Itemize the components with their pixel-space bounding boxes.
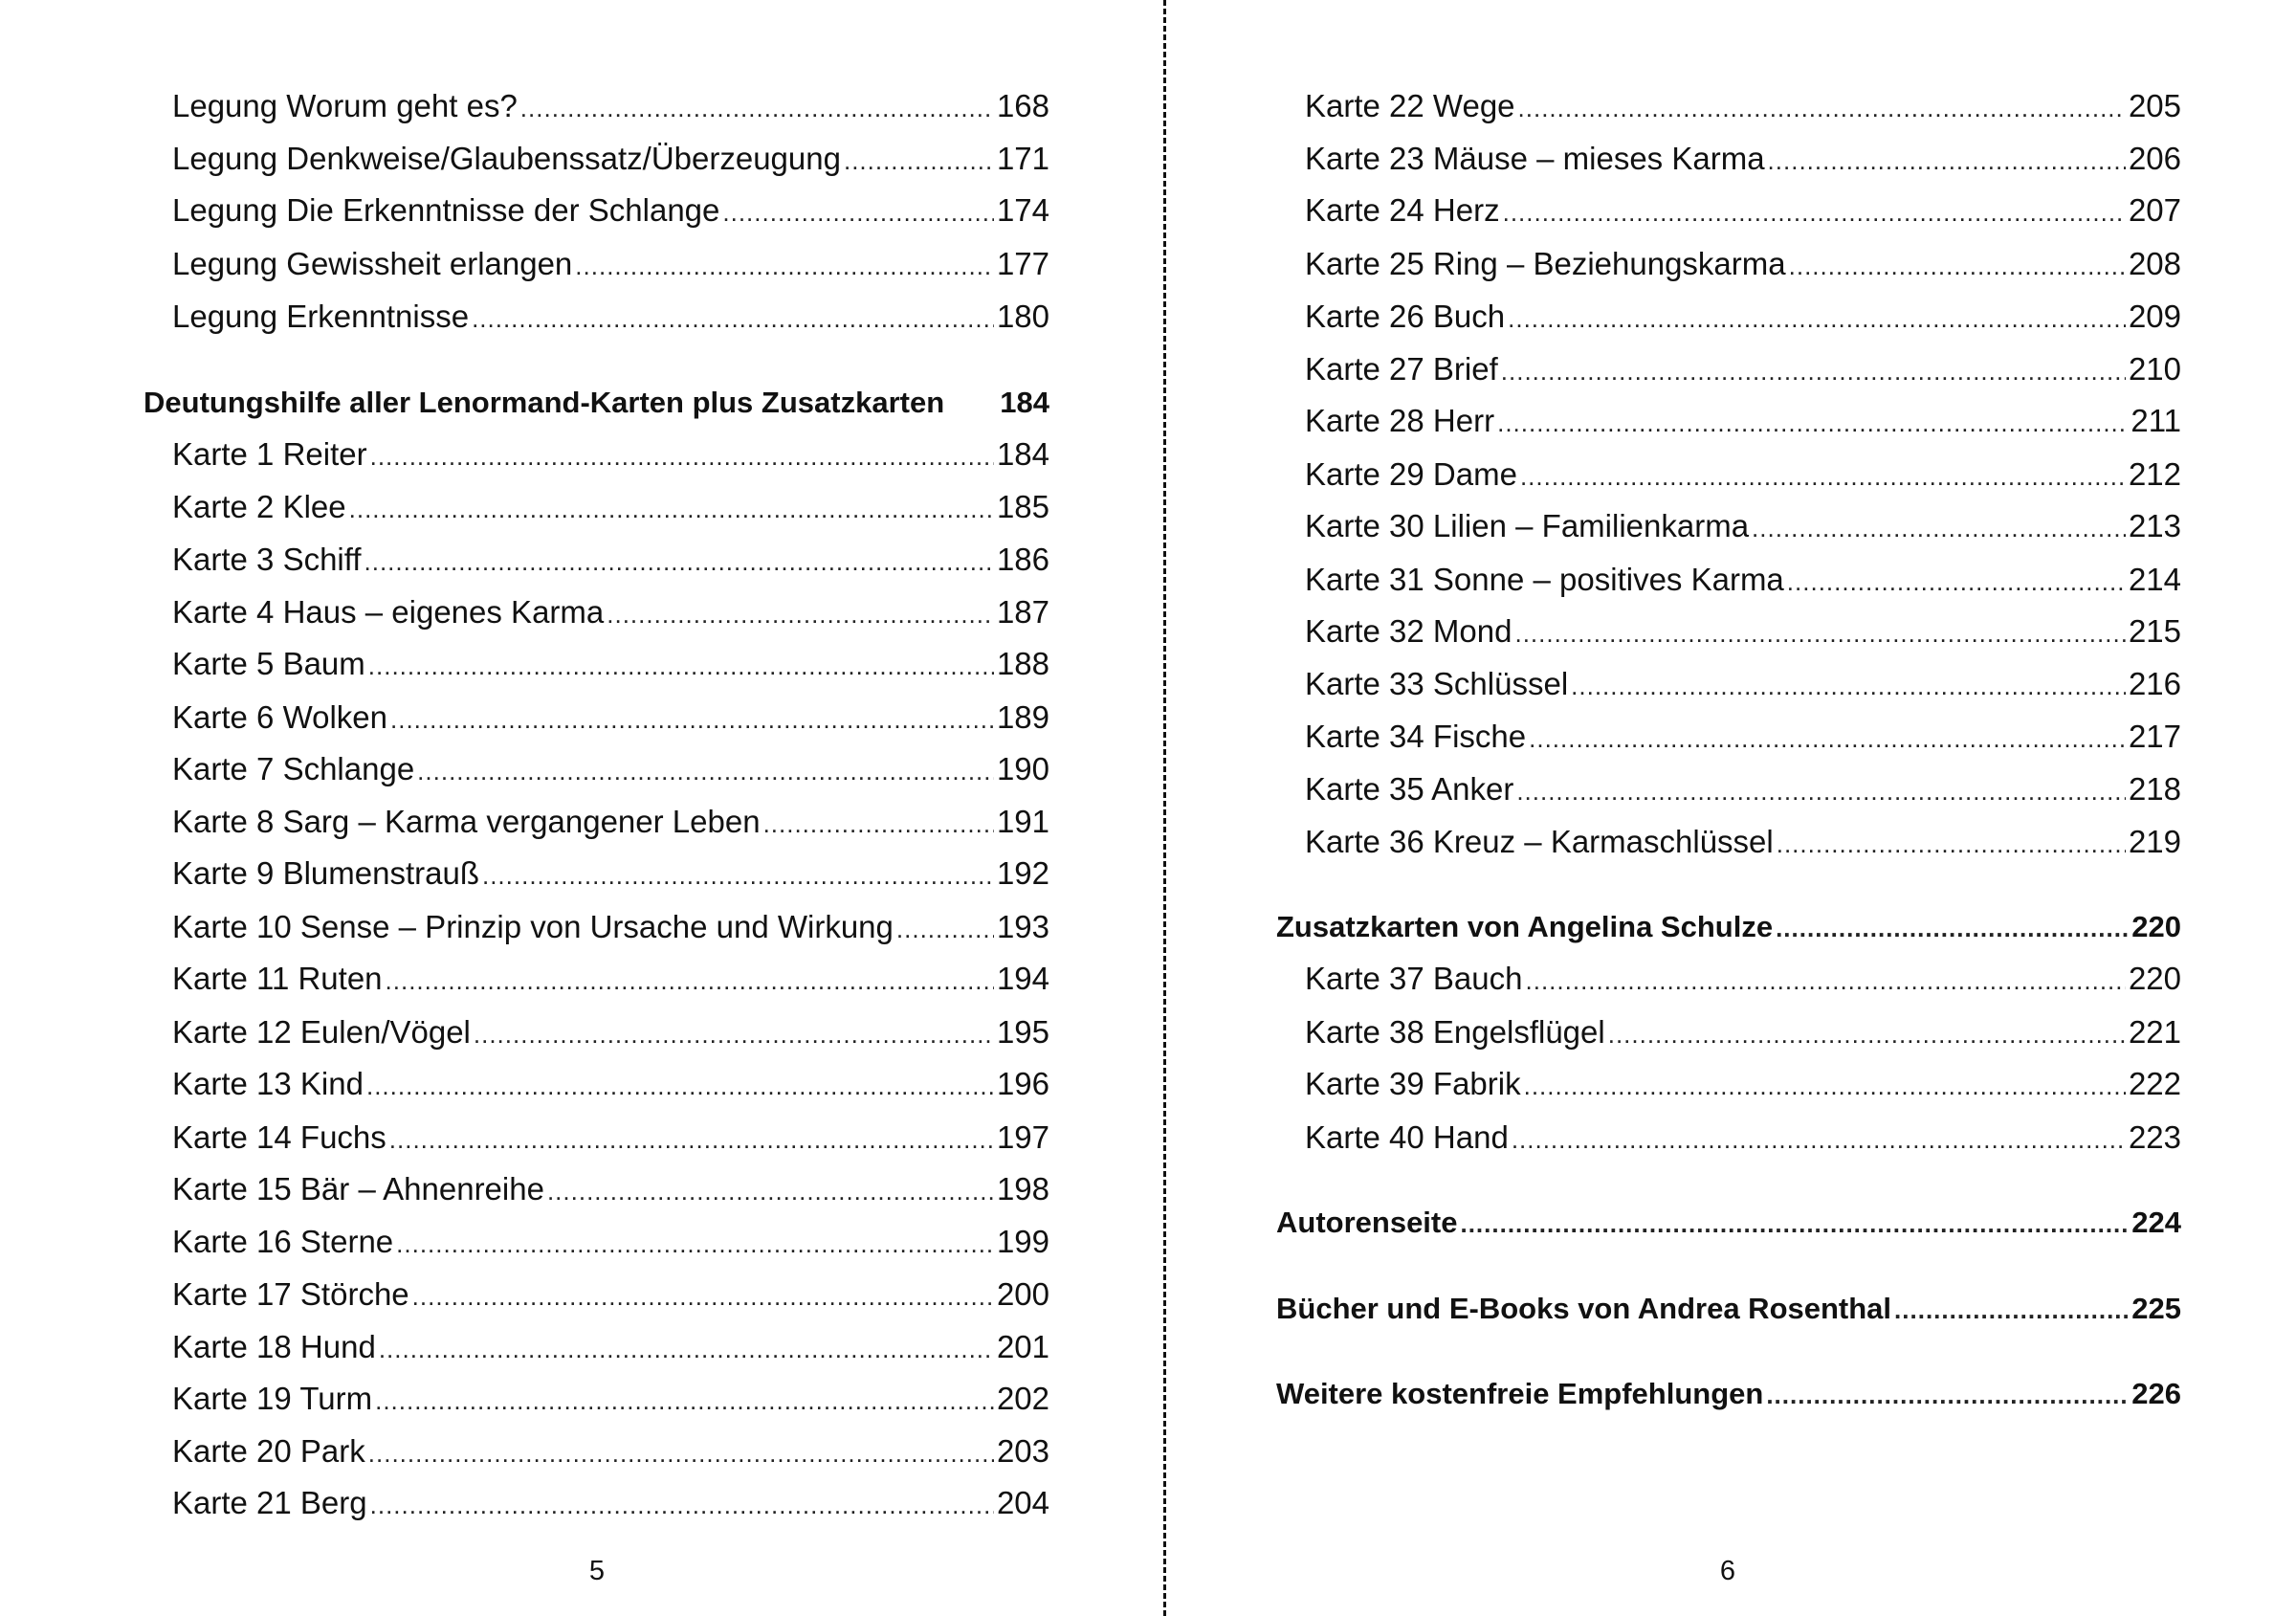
dot-leader: [1512, 1118, 2126, 1162]
toc-entry-title: Karte 21 Berg: [172, 1485, 367, 1520]
toc-entry-title: Autorenseite: [1276, 1206, 1458, 1239]
toc-entry-page-number: 192: [996, 855, 1049, 891]
toc-entry-title: Legung Die Erkenntnisse der Schlange: [172, 192, 720, 228]
toc-entry[interactable]: [172, 642, 1049, 686]
dot-leader: [1529, 717, 2126, 761]
toc-entry-title: Karte 30 Lilien – Familienkarma: [1305, 508, 1750, 543]
toc-entry-title: Karte 8 Sarg – Karma vergangener Leben: [172, 804, 761, 839]
dot-leader: [482, 853, 994, 897]
toc-entry[interactable]: [172, 1220, 1049, 1264]
toc-entry-page-number: 196: [996, 1066, 1049, 1101]
toc-entry-title: Karte 22 Wege: [1305, 88, 1515, 123]
dot-leader: [390, 697, 994, 742]
toc-entry-page-number: 211: [2130, 403, 2181, 438]
dot-leader: [844, 139, 994, 183]
toc-entry-page-number: 184: [996, 436, 1049, 472]
toc-entry[interactable]: [1305, 715, 2181, 759]
toc-entry[interactable]: [172, 485, 1049, 529]
toc-entry-page-number: 180: [996, 299, 1049, 334]
toc-entry[interactable]: [172, 137, 1049, 181]
dot-leader: [472, 297, 994, 341]
toc-entry[interactable]: [1305, 347, 2181, 391]
dot-leader: [1501, 349, 2126, 393]
toc-entry-title: Karte 33 Schlüssel: [1305, 666, 1569, 701]
toc-entry-title: Karte 1 Reiter: [172, 436, 367, 472]
dot-leader: [1460, 1202, 2129, 1246]
dot-leader: [1608, 1012, 2126, 1056]
toc-entry[interactable]: [172, 1010, 1049, 1054]
toc-page-right: [1169, 0, 2296, 1616]
toc-entry[interactable]: [172, 800, 1049, 844]
dot-leader: [1524, 1064, 2126, 1108]
toc-entry-page-number: 216: [2128, 666, 2181, 701]
dot-leader: [474, 1012, 994, 1056]
toc-entry-title: Karte 13 Kind: [172, 1066, 364, 1101]
toc-section-heading[interactable]: [1276, 905, 2181, 949]
toc-entry-title: Deutungshilfe aller Lenormand-Karten plus Zusatzkarten: [144, 386, 945, 419]
dot-leader: [1497, 401, 2128, 445]
toc-entry-title: Karte 15 Bär – Ahnenreihe: [172, 1171, 544, 1206]
toc-entry-title: Karte 37 Bauch: [1305, 961, 1523, 996]
toc-entry-page-number: 201: [996, 1329, 1049, 1364]
toc-entry[interactable]: [1305, 767, 2181, 811]
toc-entry[interactable]: [172, 1116, 1049, 1160]
toc-entry-page-number: 202: [996, 1381, 1049, 1416]
page-divider-dashed: [1163, 0, 1166, 1616]
toc-entry-title: Karte 31 Sonne – positives Karma: [1305, 562, 1784, 597]
dot-leader: [366, 1064, 994, 1108]
toc-entry[interactable]: [172, 432, 1049, 476]
dot-leader: [896, 907, 994, 951]
dot-leader: [379, 1327, 994, 1371]
toc-entry-page-number: 190: [996, 751, 1049, 786]
toc-entry[interactable]: [1305, 609, 2181, 653]
dot-leader: [1787, 560, 2126, 604]
toc-entry-title: Karte 35 Anker: [1305, 771, 1514, 807]
dot-leader: [722, 190, 994, 234]
toc-entry[interactable]: [172, 1273, 1049, 1317]
toc-entry[interactable]: [172, 1377, 1049, 1421]
toc-entry[interactable]: [1305, 1116, 2181, 1160]
toc-entry-page-number: 188: [996, 646, 1049, 681]
dot-leader: [370, 1483, 994, 1527]
toc-entry-page-number: 212: [2128, 456, 2181, 492]
dot-leader: [417, 749, 994, 793]
toc-entry-page-number: 218: [2128, 771, 2181, 807]
toc-entry-title: Legung Worum geht es?: [172, 88, 518, 123]
toc-entry-title: Karte 27 Brief: [1305, 351, 1498, 387]
toc-entry-title: Karte 7 Schlange: [172, 751, 415, 786]
toc-entry[interactable]: [172, 1062, 1049, 1106]
dot-leader: [386, 959, 994, 1003]
toc-entry-title: Karte 38 Engelsflügel: [1305, 1014, 1605, 1050]
toc-entry[interactable]: [1305, 1062, 2181, 1106]
toc-entry[interactable]: [1305, 295, 2181, 339]
dot-leader: [1777, 822, 2126, 866]
toc-entry-title: Karte 17 Störche: [172, 1276, 409, 1312]
toc-entry[interactable]: [172, 905, 1049, 949]
toc-entry-page-number: 225: [2131, 1292, 2181, 1325]
dot-leader: [1520, 454, 2126, 498]
toc-entry-page-number: 221: [2128, 1014, 2181, 1050]
toc-entry-title: Karte 28 Herr: [1305, 403, 1495, 438]
dot-leader: [607, 592, 994, 636]
toc-entry-page-number: 215: [2128, 613, 2181, 649]
toc-entry-page-number: 203: [996, 1433, 1049, 1469]
dot-leader: [1766, 1373, 2129, 1417]
toc-entry-title: Weitere kostenfreie Empfehlungen: [1276, 1377, 1764, 1410]
toc-entry-page-number: 186: [996, 542, 1049, 577]
toc-entry-page-number: 226: [2131, 1377, 2181, 1410]
toc-entry[interactable]: [172, 1167, 1049, 1211]
toc-entry-title: Karte 4 Haus – eigenes Karma: [172, 594, 605, 630]
dot-leader: [1516, 769, 2126, 813]
toc-entry-page-number: 222: [2128, 1066, 2181, 1101]
dot-leader: [1752, 506, 2126, 550]
dot-leader: [412, 1274, 994, 1318]
dot-leader: [1514, 611, 2125, 655]
toc-entry[interactable]: [172, 538, 1049, 582]
toc-entry-page-number: 208: [2128, 246, 2181, 281]
toc-entry-title: Zusatzkarten von Angelina Schulze: [1276, 910, 1774, 943]
toc-entry-page-number: 204: [996, 1485, 1049, 1520]
toc-entry-title: Karte 40 Hand: [1305, 1119, 1509, 1155]
toc-entry-title: Karte 2 Klee: [172, 489, 346, 524]
toc-entry-title: Karte 11 Ruten: [172, 961, 383, 996]
toc-entry[interactable]: [172, 747, 1049, 791]
toc-entry-page-number: 209: [2128, 299, 2181, 334]
toc-entry-page-number: 205: [2128, 88, 2181, 123]
toc-entry-page-number: 219: [2128, 824, 2181, 859]
toc-entry[interactable]: [1305, 504, 2181, 548]
toc-entry-page-number: 171: [996, 141, 1049, 176]
dot-leader: [349, 487, 994, 531]
toc-entry-title: Karte 24 Herz: [1305, 192, 1500, 228]
toc-entry-title: Karte 12 Eulen/Vögel: [172, 1014, 471, 1050]
dot-leader: [1508, 297, 2126, 341]
toc-entry-page-number: 214: [2128, 562, 2181, 597]
toc-entry[interactable]: [172, 1481, 1049, 1525]
toc-entry[interactable]: [1305, 957, 2181, 1001]
dot-leader: [389, 1118, 994, 1162]
dot-leader: [1768, 139, 2126, 183]
toc-entry-title: Karte 16 Sterne: [172, 1224, 394, 1259]
toc-entry-title: Karte 32 Mond: [1305, 613, 1512, 649]
toc-entry-page-number: 198: [996, 1171, 1049, 1206]
toc-section-heading[interactable]: [1276, 1287, 2181, 1331]
dot-leader: [368, 1431, 994, 1475]
toc-entry[interactable]: [172, 590, 1049, 634]
toc-entry[interactable]: [172, 852, 1049, 896]
toc-entry-title: Karte 14 Fuchs: [172, 1119, 386, 1155]
toc-entry-page-number: 168: [996, 88, 1049, 123]
toc-entry[interactable]: [172, 1325, 1049, 1369]
dot-leader: [1526, 959, 2126, 1003]
toc-entry-page-number: 206: [2128, 141, 2181, 176]
toc-entry-page-number: 195: [996, 1014, 1049, 1050]
toc-entry-page-number: 197: [996, 1119, 1049, 1155]
dot-leader: [375, 1379, 994, 1423]
toc-entry-page-number: 207: [2128, 192, 2181, 228]
dot-leader: [1518, 86, 2126, 130]
toc-entry-page-number: 185: [996, 489, 1049, 524]
toc-entry-page-number: 213: [2128, 508, 2181, 543]
dot-leader: [1503, 190, 2126, 234]
toc-entry-title: Bücher und E-Books von Andrea Rosenthal: [1276, 1292, 1892, 1325]
toc-entry[interactable]: [172, 295, 1049, 339]
toc-section-heading[interactable]: [144, 381, 1049, 425]
toc-entry-page-number: 220: [2131, 910, 2181, 943]
toc-entry-title: Karte 36 Kreuz – Karmaschlüssel: [1305, 824, 1774, 859]
dot-leader: [575, 244, 994, 288]
dot-leader: [763, 802, 994, 846]
toc-entry[interactable]: [1305, 84, 2181, 128]
dot-leader: [520, 86, 994, 130]
toc-section-heading[interactable]: [1276, 1372, 2181, 1416]
toc-entry-page-number: 191: [996, 804, 1049, 839]
toc-entry-title: Karte 6 Wolken: [172, 699, 388, 735]
toc-entry-page-number: 189: [996, 699, 1049, 735]
toc-entry-page-number: 174: [996, 192, 1049, 228]
toc-entry-title: Karte 29 Dame: [1305, 456, 1517, 492]
toc-entry-title: Legung Gewissheit erlangen: [172, 246, 573, 281]
page-number: 5: [588, 1556, 606, 1586]
toc-entry-title: Karte 39 Fabrik: [1305, 1066, 1521, 1101]
toc-entry-page-number: 187: [996, 594, 1049, 630]
dot-leader: [370, 434, 994, 478]
toc-entry[interactable]: [172, 696, 1049, 740]
page-number: 6: [1719, 1556, 1736, 1586]
toc-entry-title: Karte 18 Hund: [172, 1329, 376, 1364]
toc-section-heading[interactable]: [1276, 1201, 2181, 1245]
toc-entry[interactable]: [1305, 558, 2181, 602]
toc-entry-title: Karte 25 Ring – Beziehungskarma: [1305, 246, 1786, 281]
toc-entry-title: Karte 26 Buch: [1305, 299, 1506, 334]
toc-entry-page-number: 223: [2128, 1119, 2181, 1155]
toc-entry[interactable]: [1305, 662, 2181, 706]
toc-entry[interactable]: [172, 957, 1049, 1001]
toc-entry[interactable]: [172, 188, 1049, 232]
dot-leader: [396, 1222, 994, 1266]
toc-entry-page-number: 200: [996, 1276, 1049, 1312]
toc-entry-page-number: 177: [996, 246, 1049, 281]
toc-entry-page-number: 194: [996, 961, 1049, 996]
toc-entry-title: Karte 23 Mäuse – mieses Karma: [1305, 141, 1765, 176]
toc-entry-page-number: 193: [996, 909, 1049, 944]
toc-entry-title: Karte 20 Park: [172, 1433, 365, 1469]
toc-entry[interactable]: [172, 84, 1049, 128]
toc-entry-title: Legung Erkenntnisse: [172, 299, 470, 334]
toc-entry[interactable]: [1305, 137, 2181, 181]
toc-entry-title: Karte 19 Turm: [172, 1381, 373, 1416]
dot-leader: [1776, 906, 2129, 950]
toc-entry[interactable]: [1305, 1010, 2181, 1054]
toc-entry[interactable]: [1305, 188, 2181, 232]
dot-leader: [364, 540, 994, 584]
toc-entry-page-number: 224: [2131, 1206, 2181, 1239]
toc-entry-title: Karte 9 Blumenstrauß: [172, 855, 479, 891]
dot-leader: [547, 1169, 994, 1213]
dot-leader: [368, 644, 994, 688]
toc-entry-page-number: 217: [2128, 719, 2181, 754]
toc-entry-title: Karte 10 Sense – Prinzip von Ursache und Wirkung: [172, 909, 894, 944]
toc-entry-page-number: 199: [996, 1224, 1049, 1259]
dot-leader: [1789, 244, 2126, 288]
toc-entry[interactable]: [1305, 399, 2181, 443]
toc-entry[interactable]: [1305, 820, 2181, 864]
toc-entry-title: Karte 34 Fische: [1305, 719, 1527, 754]
toc-entry-title: Karte 5 Baum: [172, 646, 365, 681]
toc-entry-page-number: 210: [2128, 351, 2181, 387]
toc-entry[interactable]: [172, 242, 1049, 286]
toc-entry-page-number: 184: [1000, 386, 1049, 419]
toc-entry-page-number: 220: [2128, 961, 2181, 996]
toc-entry[interactable]: [1305, 453, 2181, 497]
dot-leader: [1571, 664, 2126, 708]
toc-entry-title: Karte 3 Schiff: [172, 542, 362, 577]
toc-entry[interactable]: [1305, 242, 2181, 286]
toc-entry[interactable]: [172, 1429, 1049, 1473]
toc-entry-title: Legung Denkweise/Glaubenssatz/Überzeugung: [172, 141, 841, 176]
dot-leader: [1894, 1288, 2129, 1332]
